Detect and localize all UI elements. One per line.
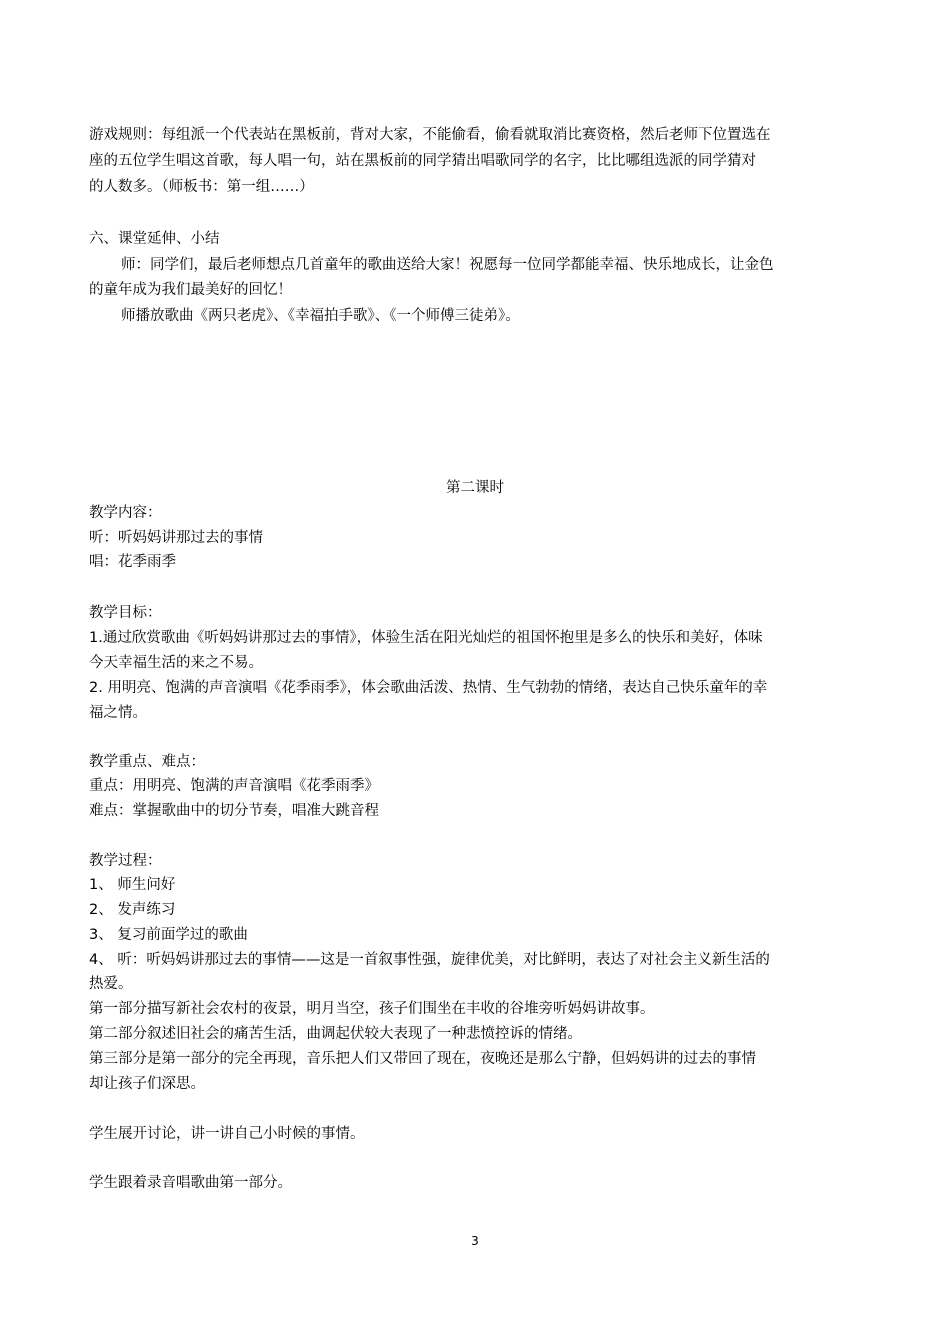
- game-rules-line-1: 游戏规则：每组派一个代表站在黑板前，背对大家，不能偷看，偷看就取消比赛资格，然后老师下位置选在: [89, 127, 771, 143]
- process-heading: 教学过程：: [89, 853, 162, 869]
- goal-1-line-2: 今天幸福生活的来之不易。: [89, 655, 263, 671]
- process-step-4-line-1: 4、 听：听妈妈讲那过去的事情——这是一首叙事性强，旋律优美，对比鲜明，表达了对社会主义新生活的: [89, 952, 770, 968]
- content-listen: 听：听妈妈讲那过去的事情: [89, 530, 263, 546]
- game-rules-line-3: 的人数多。（师板书：第一组……）: [89, 179, 314, 195]
- part-3-description-line-1: 第三部分是第一部分的完全再现，音乐把人们又带回了现在，夜晚还是那么宁静，但妈妈讲的过去的事情: [89, 1051, 756, 1067]
- game-rules-line-2: 座的五位学生唱这首歌，每人唱一句，站在黑板前的同学猜出唱歌同学的名字，比比哪组选派的同学猜对: [89, 153, 756, 169]
- page-number: 3: [471, 1234, 479, 1248]
- sing-along-line: 学生跟着录音唱歌曲第一部分。: [89, 1175, 292, 1191]
- section-6-heading: 六、课堂延伸、小结: [89, 231, 220, 247]
- lesson-2-title: 第二课时: [446, 480, 504, 496]
- difficult-point: 难点：掌握歌曲中的切分节奏，唱准大跳音程: [89, 803, 379, 819]
- process-step-4-line-2: 热爱。: [89, 976, 133, 992]
- discussion-line: 学生展开讨论，讲一讲自己小时候的事情。: [89, 1126, 365, 1142]
- part-1-description: 第一部分描写新社会农村的夜景，明月当空，孩子们围坐在丰收的谷堆旁听妈妈讲故事。: [89, 1001, 655, 1017]
- goal-1-line-1: 1.通过欣赏歌曲《听妈妈讲那过去的事情》，体验生活在阳光灿烂的祖国怀抱里是多么的快乐和美好，体味: [89, 630, 763, 646]
- content-sing: 唱：花季雨季: [89, 554, 176, 570]
- part-2-description: 第二部分叙述旧社会的痛苦生活，曲调起伏较大表现了一种悲愤控诉的情绪。: [89, 1026, 582, 1042]
- key-points-heading: 教学重点、难点：: [89, 754, 205, 770]
- process-step-1: 1、 师生问好: [89, 877, 176, 893]
- songs-paragraph: 师播放歌曲《两只老虎》、《幸福拍手歌》、《一个师傅三徒弟》。: [121, 308, 520, 324]
- goals-heading: 教学目标：: [89, 605, 162, 621]
- summary-paragraph-line-1: 师：同学们，最后老师想点几首童年的歌曲送给大家！祝愿每一位同学都能幸福、快乐地成长，让金色: [121, 257, 774, 273]
- key-point: 重点：用明亮、饱满的声音演唱《花季雨季》: [89, 778, 379, 794]
- content-heading: 教学内容：: [89, 505, 162, 521]
- goal-2-line-2: 福之情。: [89, 705, 147, 721]
- goal-2-line-1: 2. 用明亮、饱满的声音演唱《花季雨季》，体会歌曲活泼、热情、生气勃勃的情绪，表达自己快乐童年的幸: [89, 680, 768, 696]
- process-step-3: 3、 复习前面学过的歌曲: [89, 927, 248, 943]
- process-step-2: 2、 发声练习: [89, 902, 176, 918]
- summary-paragraph-line-2: 的童年成为我们最美好的回忆！: [89, 282, 292, 298]
- part-3-description-line-2: 却让孩子们深思。: [89, 1076, 205, 1092]
